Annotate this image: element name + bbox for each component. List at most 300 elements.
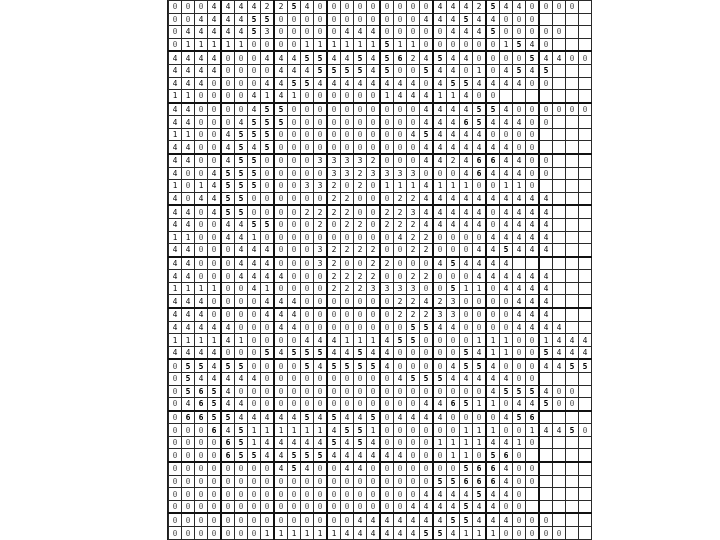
grid-cell: 0	[208, 90, 222, 103]
grid-cell: 0	[169, 527, 182, 540]
grid-cell: 2	[407, 51, 420, 64]
grid-cell: 2	[367, 257, 381, 270]
grid-cell: 4	[460, 103, 473, 116]
grid-cell: 0	[394, 424, 407, 437]
grid-cell: 4	[341, 346, 354, 359]
grid-cell: 0	[420, 257, 434, 270]
grid-cell: 5	[261, 218, 275, 231]
grid-cell: 0	[526, 77, 540, 90]
grid-cell: 3	[367, 282, 381, 295]
grid-cell: 5	[513, 385, 526, 398]
grid-cell: 4	[235, 1, 248, 14]
grid-cell: 0	[235, 527, 248, 540]
grid-cell: 4	[367, 449, 381, 462]
grid-cell: 0	[208, 231, 222, 244]
grid-cell: 6	[486, 154, 500, 167]
number-grid	[168, 0, 592, 540]
grid-cell: 1	[235, 38, 248, 51]
grid-row	[169, 449, 592, 462]
grid-cell: 0	[513, 424, 526, 437]
grid-cell: 0	[526, 141, 540, 154]
grid-cell: 2	[314, 218, 328, 231]
grid-cell: 0	[195, 527, 208, 540]
grid-cell: 1	[221, 38, 235, 51]
grid-cell: 5	[221, 167, 235, 180]
grid-cell: 4	[182, 64, 195, 77]
grid-cell: 0	[235, 513, 248, 526]
grid-cell: 4	[182, 26, 195, 39]
grid-cell: 0	[341, 500, 354, 513]
grid-cell	[566, 257, 579, 270]
grid-cell: 5	[301, 77, 314, 90]
grid-cell: 4	[513, 116, 526, 129]
grid-cell: 4	[248, 257, 261, 270]
grid-cell: 4	[394, 77, 407, 90]
grid-cell: 0	[407, 1, 420, 14]
grid-cell: 4	[513, 231, 526, 244]
grid-cell: 5	[486, 26, 500, 39]
grid-cell: 5	[500, 244, 513, 257]
grid-cell	[579, 244, 592, 257]
grid-cell: 4	[473, 346, 487, 359]
grid-cell: 0	[526, 116, 540, 129]
grid-cell: 4	[394, 372, 407, 385]
grid-cell: 4	[486, 372, 500, 385]
grid-cell: 6	[195, 411, 208, 424]
grid-cell: 0	[261, 64, 275, 77]
grid-cell: 4	[208, 1, 222, 14]
grid-cell: 5	[314, 51, 328, 64]
grid-cell: 0	[314, 1, 328, 14]
grid-cell	[539, 500, 553, 513]
grid-cell: 0	[380, 411, 394, 424]
grid-cell: 5	[447, 257, 460, 270]
grid-cell: 4	[221, 385, 235, 398]
grid-cell: 4	[500, 167, 513, 180]
grid-cell: 1	[473, 527, 487, 540]
grid-cell: 4	[500, 372, 513, 385]
grid-cell: 4	[327, 449, 341, 462]
grid-cell: 0	[433, 26, 447, 39]
grid-cell: 4	[248, 282, 261, 295]
grid-cell: 2	[327, 180, 341, 193]
grid-cell: 1	[274, 527, 288, 540]
grid-cell: 2	[394, 192, 407, 205]
grid-cell: 2	[407, 270, 420, 283]
grid-cell: 0	[288, 500, 301, 513]
grid-cell: 3	[394, 282, 407, 295]
grid-cell: 0	[447, 38, 460, 51]
grid-cell: 0	[235, 103, 248, 116]
grid-cell: 4	[221, 154, 235, 167]
grid-cell: 0	[367, 308, 381, 321]
grid-cell: 4	[486, 77, 500, 90]
grid-cell: 4	[354, 513, 367, 526]
grid-cell: 4	[447, 488, 460, 501]
grid-cell: 0	[513, 488, 526, 501]
grid-cell: 0	[341, 475, 354, 488]
grid-cell: 0	[420, 436, 434, 449]
grid-cell: 1	[473, 334, 487, 347]
grid-cell: 0	[433, 385, 447, 398]
grid-cell: 0	[248, 77, 261, 90]
grid-cell: 4	[182, 257, 195, 270]
grid-cell: 0	[354, 475, 367, 488]
grid-cell: 0	[301, 270, 314, 283]
grid-cell: 1	[169, 128, 182, 141]
grid-cell	[553, 488, 566, 501]
grid-cell: 0	[327, 116, 341, 129]
grid-cell: 5	[433, 475, 447, 488]
grid-cell: 1	[182, 90, 195, 103]
grid-cell: 0	[394, 398, 407, 411]
grid-cell: 0	[407, 398, 420, 411]
grid-cell	[553, 411, 566, 424]
grid-cell: 0	[486, 64, 500, 77]
grid-cell: 4	[500, 231, 513, 244]
grid-cell: 0	[473, 385, 487, 398]
grid-cell	[566, 128, 579, 141]
grid-cell: 0	[354, 1, 367, 14]
grid-cell: 4	[221, 26, 235, 39]
grid-cell: 4	[486, 500, 500, 513]
grid-cell: 1	[380, 90, 394, 103]
grid-cell: 4	[447, 192, 460, 205]
grid-cell: 0	[288, 398, 301, 411]
grid-cell: 1	[394, 180, 407, 193]
grid-cell: 5	[354, 64, 367, 77]
grid-cell: 4	[208, 192, 222, 205]
grid-cell: 0	[248, 308, 261, 321]
grid-cell: 0	[420, 334, 434, 347]
grid-cell: 0	[513, 475, 526, 488]
grid-row	[169, 372, 592, 385]
grid-cell: 4	[460, 372, 473, 385]
grid-cell	[539, 372, 553, 385]
grid-cell: 4	[407, 411, 420, 424]
grid-cell: 4	[473, 372, 487, 385]
grid-cell: 0	[500, 321, 513, 334]
grid-cell: 4	[460, 141, 473, 154]
grid-cell: 0	[486, 180, 500, 193]
grid-cell: 0	[407, 462, 420, 475]
grid-cell: 0	[380, 154, 394, 167]
grid-cell: 0	[301, 282, 314, 295]
grid-cell: 2	[407, 192, 420, 205]
grid-cell: 4	[274, 77, 288, 90]
grid-cell: 4	[500, 103, 513, 116]
grid-cell: 1	[261, 282, 275, 295]
grid-cell: 0	[327, 13, 341, 26]
grid-cell: 4	[553, 321, 566, 334]
grid-cell	[526, 488, 540, 501]
grid-cell	[539, 488, 553, 501]
grid-cell: 0	[288, 180, 301, 193]
grid-cell: 4	[235, 270, 248, 283]
grid-cell: 4	[274, 270, 288, 283]
grid-cell: 0	[447, 231, 460, 244]
grid-cell: 0	[195, 449, 208, 462]
grid-cell: 4	[314, 359, 328, 372]
grid-cell	[553, 449, 566, 462]
grid-cell: 0	[460, 334, 473, 347]
grid-cell: 6	[195, 385, 208, 398]
grid-cell: 4	[221, 13, 235, 26]
grid-cell: 0	[195, 513, 208, 526]
grid-cell: 0	[261, 180, 275, 193]
grid-row	[169, 64, 592, 77]
grid-cell: 4	[500, 282, 513, 295]
grid-cell: 1	[341, 38, 354, 51]
grid-cell: 0	[208, 141, 222, 154]
grid-cell: 6	[182, 411, 195, 424]
grid-cell: 4	[447, 218, 460, 231]
grid-cell: 5	[420, 128, 434, 141]
grid-cell: 4	[327, 77, 341, 90]
grid-cell: 0	[235, 385, 248, 398]
grid-cell: 0	[407, 385, 420, 398]
grid-cell: 0	[235, 90, 248, 103]
grid-cell: 0	[221, 64, 235, 77]
grid-cell: 0	[367, 90, 381, 103]
grid-cell: 0	[341, 90, 354, 103]
grid-cell: 0	[208, 116, 222, 129]
grid-cell: 0	[274, 282, 288, 295]
grid-cell: 0	[394, 64, 407, 77]
grid-cell	[566, 38, 579, 51]
grid-cell: 0	[526, 13, 540, 26]
grid-cell: 0	[420, 346, 434, 359]
grid-cell	[566, 436, 579, 449]
grid-cell	[579, 436, 592, 449]
grid-cell: 1	[447, 180, 460, 193]
grid-cell: 0	[380, 424, 394, 437]
grid-cell: 5	[354, 346, 367, 359]
grid-cell	[553, 295, 566, 308]
grid-cell: 4	[221, 334, 235, 347]
grid-cell: 4	[513, 321, 526, 334]
grid-cell: 1	[460, 436, 473, 449]
grid-cell: 2	[433, 295, 447, 308]
grid-cell: 4	[301, 436, 314, 449]
grid-cell: 4	[314, 77, 328, 90]
grid-cell: 4	[327, 51, 341, 64]
grid-cell: 5	[248, 26, 261, 39]
grid-cell	[566, 90, 579, 103]
grid-cell: 4	[473, 500, 487, 513]
grid-cell: 1	[354, 334, 367, 347]
grid-cell: 4	[169, 346, 182, 359]
grid-cell: 0	[261, 398, 275, 411]
grid-cell: 0	[288, 282, 301, 295]
grid-cell: 4	[367, 527, 381, 540]
grid-cell	[579, 462, 592, 475]
grid-cell: 0	[486, 282, 500, 295]
grid-cell: 4	[513, 270, 526, 283]
grid-cell	[566, 475, 579, 488]
grid-cell: 0	[341, 295, 354, 308]
grid-cell: 0	[221, 257, 235, 270]
grid-cell: 4	[261, 270, 275, 283]
grid-cell	[553, 141, 566, 154]
grid-row	[169, 513, 592, 526]
grid-cell	[566, 116, 579, 129]
grid-cell: 0	[327, 26, 341, 39]
grid-cell: 0	[433, 244, 447, 257]
grid-cell: 5	[394, 334, 407, 347]
grid-cell: 4	[221, 128, 235, 141]
grid-cell: 4	[433, 154, 447, 167]
grid-row	[169, 167, 592, 180]
grid-cell: 0	[314, 167, 328, 180]
grid-cell: 0	[473, 308, 487, 321]
grid-cell	[553, 270, 566, 283]
grid-cell: 4	[195, 321, 208, 334]
grid-cell: 5	[261, 128, 275, 141]
grid-cell: 3	[407, 205, 420, 218]
grid-cell: 0	[407, 257, 420, 270]
grid-cell: 0	[526, 154, 540, 167]
grid-cell: 0	[288, 116, 301, 129]
grid-cell: 0	[407, 64, 420, 77]
grid-cell	[579, 38, 592, 51]
grid-cell: 4	[447, 500, 460, 513]
grid-cell: 4	[235, 398, 248, 411]
grid-cell: 0	[526, 346, 540, 359]
grid-cell: 0	[380, 436, 394, 449]
grid-cell: 0	[301, 218, 314, 231]
grid-cell	[539, 128, 553, 141]
grid-cell: 0	[274, 38, 288, 51]
grid-cell: 5	[539, 398, 553, 411]
grid-cell: 0	[341, 103, 354, 116]
grid-cell: 0	[367, 192, 381, 205]
grid-cell: 5	[235, 154, 248, 167]
grid-cell: 2	[367, 244, 381, 257]
grid-cell: 0	[539, 77, 553, 90]
grid-cell: 0	[500, 359, 513, 372]
grid-cell: 4	[301, 64, 314, 77]
grid-cell: 5	[566, 359, 579, 372]
grid-cell: 1	[513, 180, 526, 193]
grid-cell: 0	[314, 500, 328, 513]
grid-row	[169, 321, 592, 334]
grid-cell: 4	[195, 26, 208, 39]
grid-cell: 1	[195, 38, 208, 51]
grid-cell	[566, 26, 579, 39]
grid-cell: 5	[235, 359, 248, 372]
grid-cell: 0	[327, 500, 341, 513]
grid-cell: 5	[261, 141, 275, 154]
grid-cell: 0	[539, 38, 553, 51]
grid-cell: 0	[447, 244, 460, 257]
grid-cell: 4	[447, 205, 460, 218]
grid-cell: 0	[169, 500, 182, 513]
grid-cell: 4	[301, 462, 314, 475]
grid-cell: 0	[208, 154, 222, 167]
grid-row	[169, 436, 592, 449]
grid-cell: 0	[407, 424, 420, 437]
grid-cell: 4	[182, 398, 195, 411]
grid-cell: 1	[367, 38, 381, 51]
grid-cell: 4	[526, 398, 540, 411]
grid-cell: 0	[486, 321, 500, 334]
grid-cell: 0	[341, 488, 354, 501]
grid-cell	[566, 449, 579, 462]
grid-cell	[566, 205, 579, 218]
grid-cell: 0	[248, 398, 261, 411]
grid-cell: 4	[169, 167, 182, 180]
grid-cell: 0	[486, 295, 500, 308]
grid-cell: 1	[486, 424, 500, 437]
grid-cell: 4	[500, 154, 513, 167]
grid-cell: 4	[460, 128, 473, 141]
grid-cell: 1	[433, 90, 447, 103]
grid-cell: 4	[447, 51, 460, 64]
grid-cell: 0	[169, 449, 182, 462]
grid-cell: 0	[327, 295, 341, 308]
grid-cell: 0	[235, 77, 248, 90]
grid-cell: 0	[261, 372, 275, 385]
grid-cell: 0	[182, 488, 195, 501]
grid-cell: 0	[407, 436, 420, 449]
grid-cell: 5	[248, 167, 261, 180]
grid-cell: 1	[473, 282, 487, 295]
grid-cell: 0	[553, 527, 566, 540]
grid-cell	[539, 462, 553, 475]
grid-cell: 4	[208, 359, 222, 372]
grid-cell: 0	[261, 513, 275, 526]
grid-cell: 0	[380, 488, 394, 501]
grid-cell: 1	[274, 424, 288, 437]
grid-cell: 0	[314, 103, 328, 116]
grid-cell: 0	[169, 398, 182, 411]
grid-cell	[553, 116, 566, 129]
grid-cell	[566, 527, 579, 540]
grid-cell: 0	[354, 385, 367, 398]
grid-cell: 0	[553, 385, 566, 398]
grid-cell: 0	[195, 462, 208, 475]
grid-cell: 5	[420, 321, 434, 334]
grid-cell: 4	[420, 513, 434, 526]
grid-cell: 1	[208, 282, 222, 295]
grid-row	[169, 385, 592, 398]
grid-cell: 4	[248, 372, 261, 385]
grid-cell: 5	[354, 424, 367, 437]
grid-cell: 0	[394, 436, 407, 449]
grid-cell: 1	[327, 38, 341, 51]
grid-cell: 6	[394, 51, 407, 64]
grid-cell	[579, 398, 592, 411]
grid-cell: 0	[221, 282, 235, 295]
grid-cell: 0	[182, 513, 195, 526]
grid-cell: 6	[195, 398, 208, 411]
grid-cell: 0	[433, 270, 447, 283]
grid-cell: 5	[235, 424, 248, 437]
grid-cell: 0	[380, 372, 394, 385]
grid-cell: 0	[221, 527, 235, 540]
grid-cell: 0	[354, 231, 367, 244]
grid-cell: 1	[486, 334, 500, 347]
grid-cell: 5	[526, 385, 540, 398]
grid-cell	[579, 128, 592, 141]
grid-cell: 4	[195, 295, 208, 308]
grid-cell: 4	[486, 192, 500, 205]
grid-cell: 5	[235, 192, 248, 205]
grid-cell: 0	[235, 282, 248, 295]
grid-cell: 4	[433, 513, 447, 526]
grid-cell	[566, 231, 579, 244]
